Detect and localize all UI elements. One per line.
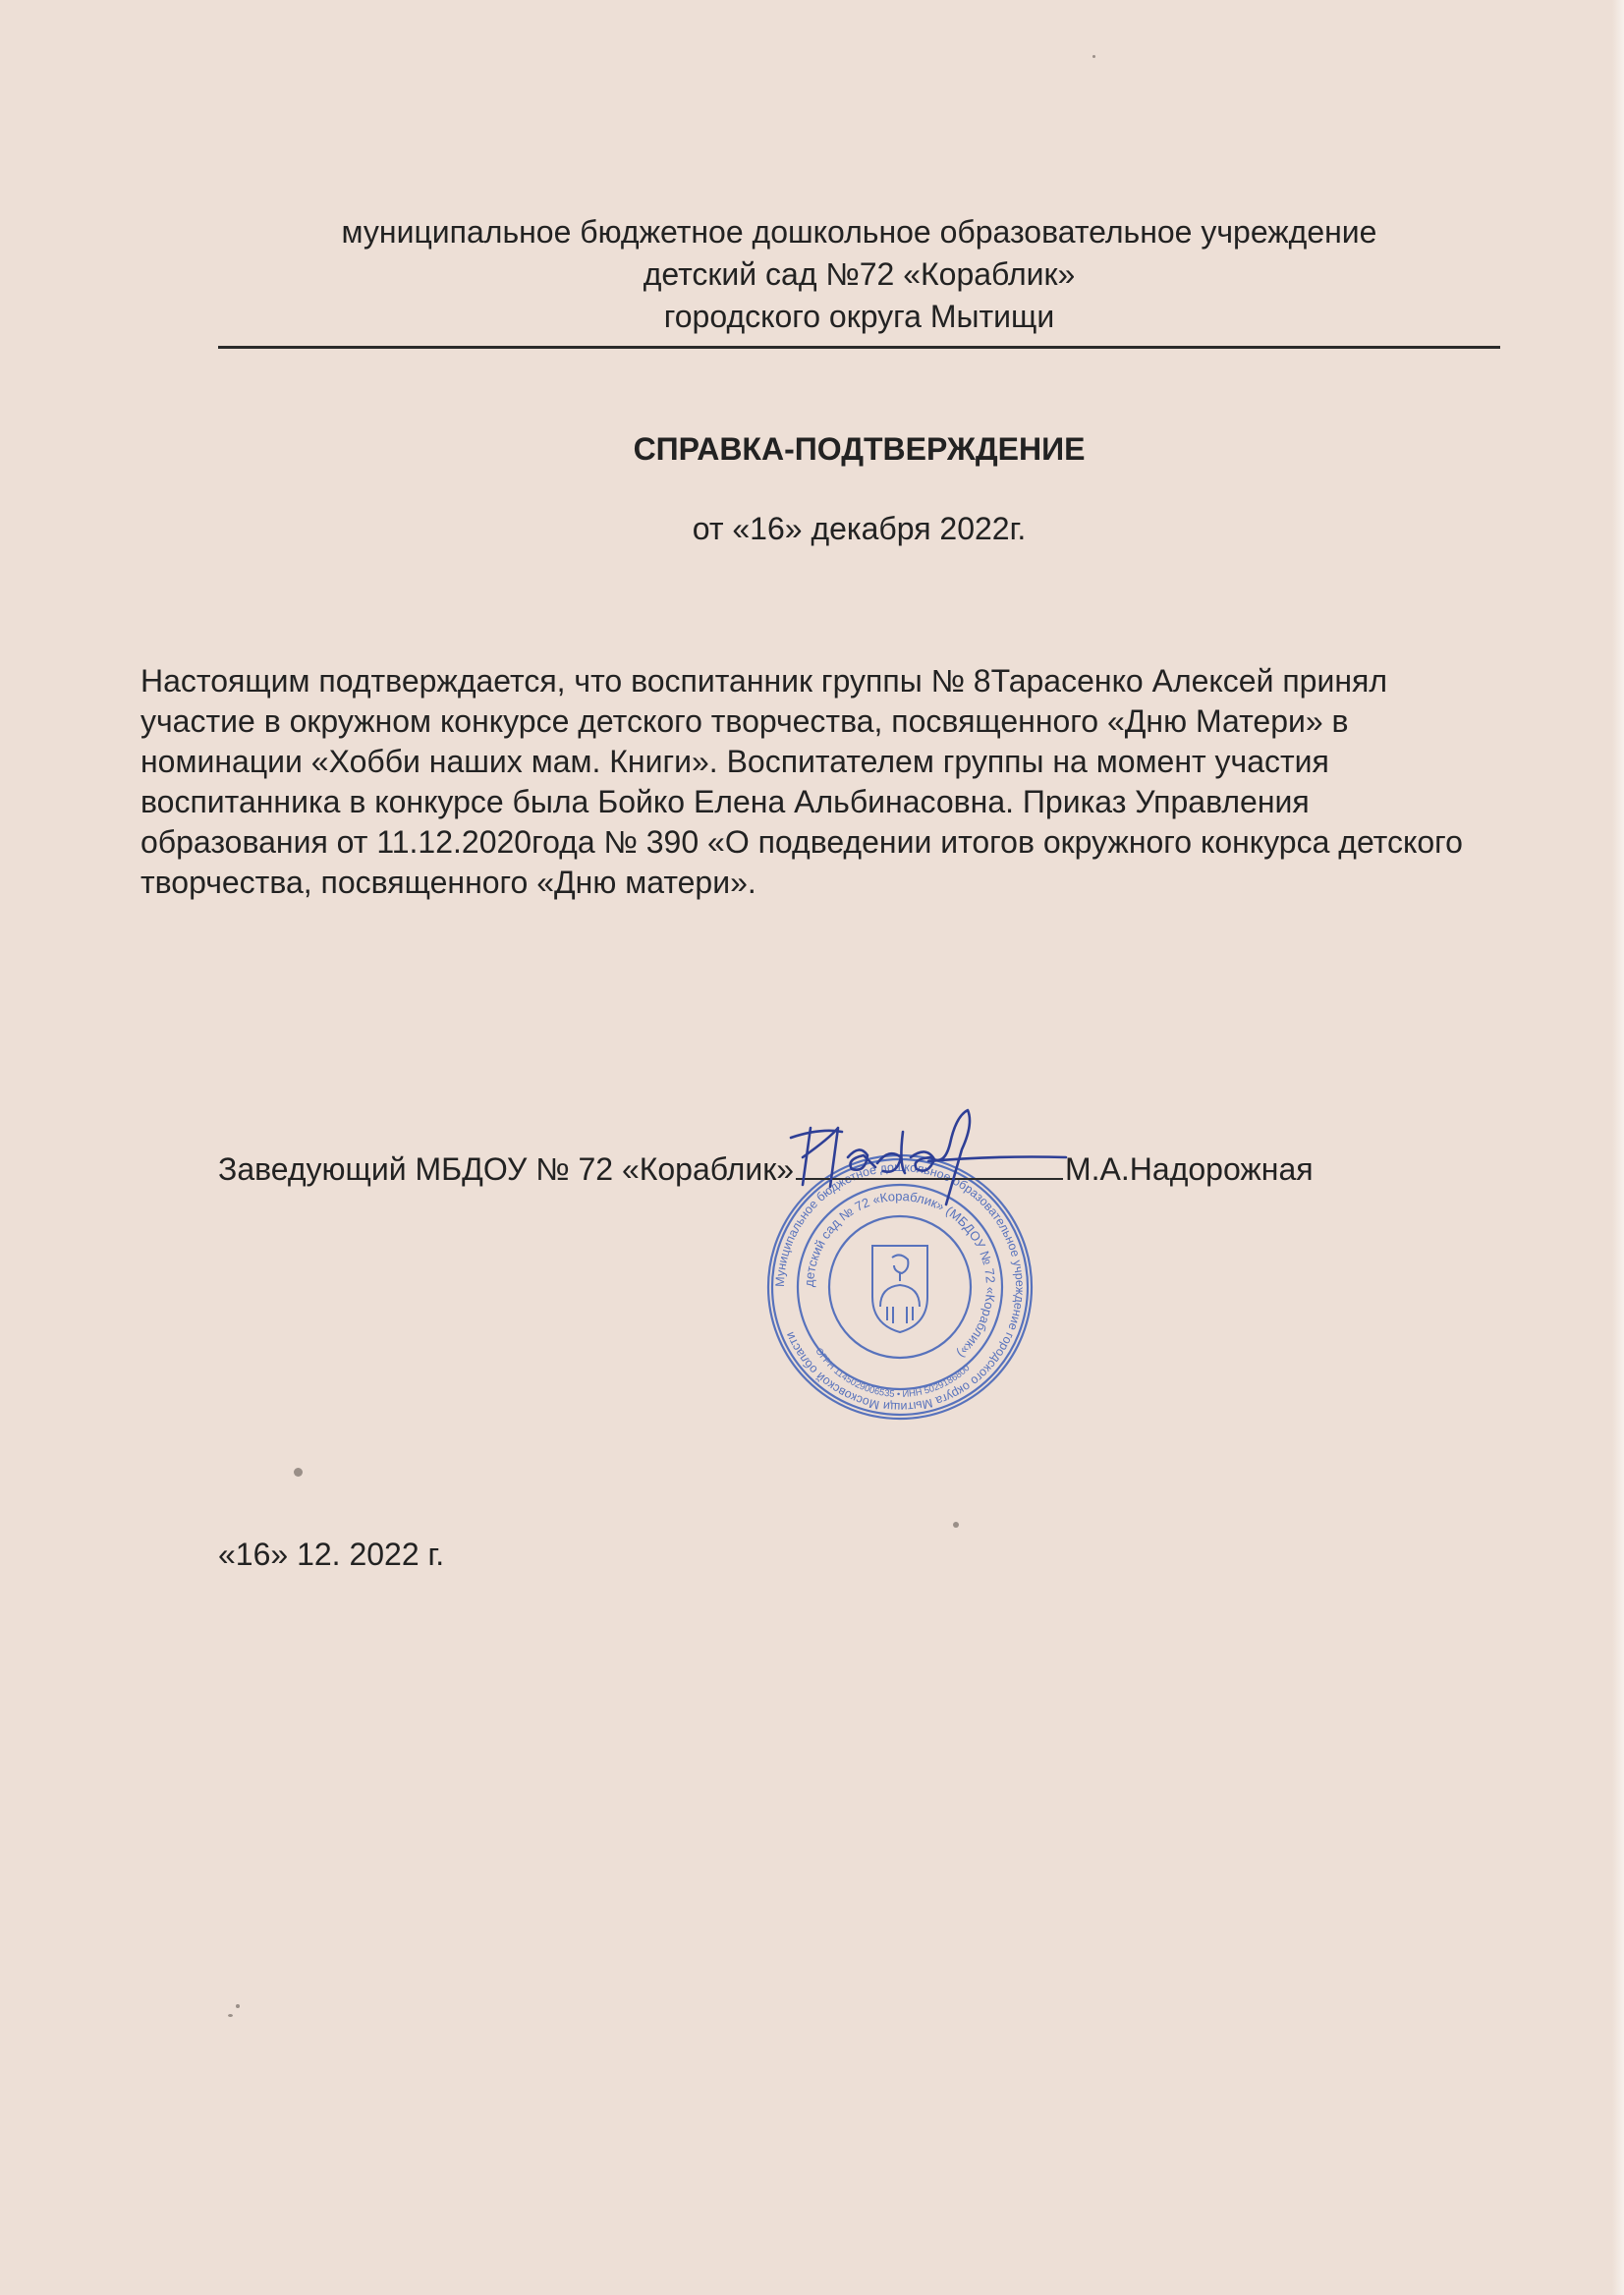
header-line-1: муниципальное бюджетное дошкольное образовательное учреждение (341, 214, 1377, 250)
stamp-bottom-text: ОГРН 1145029006535 • ИНН 5029186800 (812, 1346, 973, 1401)
stamp-outer-text: Муниципальное бюджетное дошкольное образовательное учреждение городского округа Мытищи Московской области (772, 1159, 1028, 1415)
handwritten-signature (781, 1098, 1105, 1206)
document-date: от «16» декабря 2022г. (692, 511, 1027, 546)
scan-speck (953, 1522, 959, 1528)
scan-speck (228, 2014, 233, 2017)
signatory-position: Заведующий МБДОУ № 72 «Кораблик» (218, 1151, 794, 1187)
scan-speck (236, 2004, 240, 2008)
organization-header (218, 211, 1500, 338)
header-line-3: городского округа Мытищи (663, 299, 1055, 334)
body-line-1: Настоящим подтверждается, что воспитанник группы № 8Тарасенко Алексей принял (140, 663, 1388, 699)
document-title: СПРАВКА-ПОДТВЕРЖДЕНИЕ (633, 431, 1086, 467)
bottom-date: «16» 12. 2022 г. (218, 1537, 445, 1572)
body-line-3: номинации «Хобби наших мам. Книги». Воспитателем группы на момент участия (140, 744, 1329, 779)
scan-speck (294, 1468, 303, 1477)
body-line-4: воспитанника в конкурсе была Бойко Елена Альбинасовна. Приказ Управления (140, 784, 1310, 819)
scan-speck (1092, 55, 1095, 58)
stamp-inner-text: детский сад № 72 «Кораблик» (МБДОУ № 72 «Кораблик») (801, 1188, 999, 1362)
page-edge (1612, 0, 1624, 2295)
signature-row (218, 1149, 1314, 1189)
stamp-inner-ring (829, 1216, 971, 1358)
document-body (140, 661, 1491, 903)
body-line-6: творчества, посвященного «Дню матери». (140, 865, 756, 900)
coat-of-arms-icon (872, 1246, 927, 1332)
body-line-5: образования от 11.12.2020года № 390 «О подведении итогов окружного конкурса детского (140, 824, 1463, 860)
signatory-name: М.А.Надорожная (1065, 1151, 1314, 1187)
header-line-2: детский сад №72 «Кораблик» (643, 256, 1076, 292)
body-line-2: участие в окружном конкурсе детского творчества, посвященного «Дню Матери» в (140, 703, 1349, 739)
header-divider (218, 346, 1500, 349)
